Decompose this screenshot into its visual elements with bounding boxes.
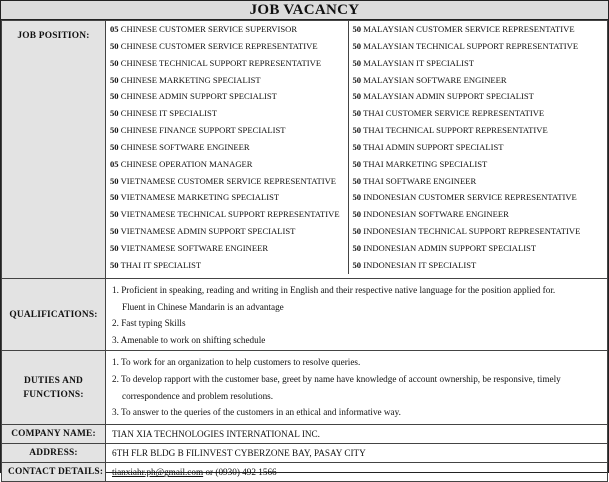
position-title: CHINESE SOFTWARE ENGINEER — [120, 141, 250, 152]
position-count: 05 — [110, 158, 119, 169]
job-position-item-left — [106, 38, 348, 55]
duties-label — [2, 351, 106, 425]
position-count: 50 — [352, 242, 362, 253]
address-value: 6TH FLR BLDG B FILINVEST CYBERZONE BAY, PASAY CITY — [106, 444, 608, 463]
job-position-item-left — [106, 173, 348, 190]
job-position-item-right — [348, 105, 607, 122]
company-name-value: TIAN XIA TECHNOLOGIES INTERNATIONAL INC. — [106, 425, 608, 444]
job-position-row — [106, 206, 607, 223]
position-title: MALAYSIAN SOFTWARE ENGINEER — [363, 74, 507, 85]
job-position-item-left — [106, 72, 348, 89]
job-position-item-left — [106, 189, 348, 206]
duty-item: 3. To answer to the queries of the customers in an ethical and informative way. — [112, 407, 401, 418]
position-title: VIETNAMESE CUSTOMER SERVICE REPRESENTATIVE — [120, 175, 337, 186]
job-position-item-left — [106, 21, 348, 38]
position-title: MALAYSIAN CUSTOMER SERVICE REPRESENTATIVE — [363, 24, 575, 34]
job-position-item-left — [106, 257, 348, 274]
position-title: THAI SOFTWARE ENGINEER — [363, 175, 477, 186]
position-title: CHINESE ADMIN SUPPORT SPECIALIST — [120, 91, 277, 102]
position-count: 50 — [352, 192, 362, 203]
job-position-label: JOB POSITION: — [2, 21, 106, 279]
position-count: 50 — [110, 141, 119, 152]
position-count: 50 — [352, 108, 362, 119]
position-title: THAI TECHNICAL SUPPORT REPRESENTATIVE — [363, 125, 548, 136]
position-title: INDONESIAN ADMIN SUPPORT SPECIALIST — [363, 242, 537, 253]
position-count: 50 — [352, 259, 362, 270]
position-count: 50 — [352, 141, 362, 152]
job-position-item-right — [348, 139, 607, 156]
contact-separator: or — [203, 467, 216, 478]
position-title: CHINESE OPERATION MANAGER — [120, 158, 253, 169]
job-position-item-right — [348, 223, 607, 240]
job-position-cell — [106, 21, 608, 279]
page-title: JOB VACANCY — [1, 1, 608, 20]
duties-label-line: FUNCTIONS: — [23, 389, 84, 400]
position-count: 50 — [110, 209, 119, 220]
job-position-row — [106, 257, 607, 274]
qualification-item: 2. Fast typing Skills — [112, 318, 186, 329]
position-count: 50 — [352, 91, 362, 102]
position-title: THAI ADMIN SUPPORT SPECIALIST — [363, 141, 504, 152]
duty-item: 2. To develop rapport with the customer base, greet by name have knowledge of account ownership, be responsive, timely — [112, 373, 561, 384]
qualification-item: 3. Amenable to work on shifting schedule — [112, 334, 266, 345]
job-position-row — [106, 173, 607, 190]
job-position-item-right — [348, 240, 607, 257]
duty-item: 1. To work for an organization to help customers to resolve queries. — [112, 357, 361, 368]
position-count: 50 — [352, 40, 362, 51]
job-position-item-right — [348, 88, 607, 105]
qualification-item: Fluent in Chinese Mandarin is an advantage — [122, 301, 284, 312]
position-title: CHINESE FINANCE SUPPORT SPECIALIST — [120, 125, 286, 136]
job-position-item-right — [348, 72, 607, 89]
position-count: 50 — [110, 40, 119, 51]
position-title: CHINESE CUSTOMER SERVICE SUPERVISOR — [120, 24, 298, 34]
company-name-label: COMPANY NAME: — [2, 425, 106, 444]
job-position-row — [106, 156, 607, 173]
phone-number: (0930) 492 1566 — [215, 467, 277, 478]
job-position-row — [106, 105, 607, 122]
position-title: MALAYSIAN ADMIN SUPPORT SPECIALIST — [363, 91, 534, 102]
position-count: 50 — [352, 226, 362, 237]
position-count: 50 — [352, 24, 362, 34]
job-position-row — [106, 223, 607, 240]
position-title: INDONESIAN CUSTOMER SERVICE REPRESENTATIVE — [363, 192, 577, 203]
job-position-item-right — [348, 189, 607, 206]
qualification-item: 1. Proficient in speaking, reading and writing in English and their respective native language for the position applied for. — [112, 285, 556, 295]
job-position-item-left — [106, 223, 348, 240]
duty-item: correspondence and problem resolutions. — [122, 390, 274, 401]
contact-details-label: CONTACT DETAILS: — [2, 463, 106, 482]
job-position-item-left — [106, 156, 348, 173]
job-position-row — [106, 122, 607, 139]
duties-label-line: DUTIES AND — [23, 375, 84, 386]
position-count: 50 — [110, 242, 119, 253]
position-count: 50 — [110, 57, 119, 68]
position-count: 50 — [352, 158, 362, 169]
position-count: 50 — [110, 108, 119, 119]
position-title: CHINESE MARKETING SPECIALIST — [120, 74, 261, 85]
qualifications-label: QUALIFICATIONS: — [2, 279, 106, 351]
job-position-item-right — [348, 122, 607, 139]
qualifications-list — [106, 279, 608, 351]
position-title: THAI IT SPECIALIST — [120, 259, 202, 270]
job-position-row — [106, 240, 607, 257]
job-position-item-right — [348, 173, 607, 190]
contact-details-value — [106, 463, 608, 482]
job-position-item-right — [348, 257, 607, 274]
job-position-item-left — [106, 240, 348, 257]
position-count: 50 — [110, 192, 119, 203]
address-label: ADDRESS: — [2, 444, 106, 463]
position-count: 50 — [352, 74, 362, 85]
position-title: VIETNAMESE SOFTWARE ENGINEER — [120, 242, 269, 253]
job-position-row — [106, 88, 607, 105]
position-count: 50 — [352, 57, 362, 68]
position-title: MALAYSIAN IT SPECIALIST — [363, 57, 475, 68]
job-position-row — [106, 189, 607, 206]
job-position-item-left — [106, 88, 348, 105]
job-position-row — [106, 139, 607, 156]
job-position-row — [106, 72, 607, 89]
job-position-item-right — [348, 156, 607, 173]
position-title: VIETNAMESE TECHNICAL SUPPORT REPRESENTATIVE — [120, 209, 340, 220]
duties-list — [106, 351, 608, 425]
position-title: VIETNAMESE ADMIN SUPPORT SPECIALIST — [120, 226, 296, 237]
position-title: CHINESE IT SPECIALIST — [120, 108, 218, 119]
job-position-row — [106, 21, 607, 38]
email-link[interactable]: tianxiahr.ph@gmail.com — [112, 467, 204, 478]
position-title: INDONESIAN TECHNICAL SUPPORT REPRESENTATIVE — [363, 226, 581, 237]
job-position-item-left — [106, 105, 348, 122]
position-count: 50 — [110, 74, 119, 85]
position-count: 50 — [352, 125, 362, 136]
job-position-item-left — [106, 122, 348, 139]
job-position-item-left — [106, 139, 348, 156]
job-position-list — [106, 21, 607, 274]
position-count: 50 — [110, 226, 119, 237]
position-title: VIETNAMESE MARKETING SPECIALIST — [120, 192, 280, 203]
position-title: CHINESE CUSTOMER SERVICE REPRESENTATIVE — [120, 40, 318, 51]
position-title: MALAYSIAN TECHNICAL SUPPORT REPRESENTATIVE — [363, 40, 579, 51]
position-count: 50 — [110, 125, 119, 136]
job-position-item-right — [348, 55, 607, 72]
position-count: 50 — [110, 91, 119, 102]
position-title: INDONESIAN IT SPECIALIST — [363, 259, 477, 270]
job-position-row — [106, 55, 607, 72]
vacancy-table — [1, 20, 608, 482]
position-title: THAI CUSTOMER SERVICE REPRESENTATIVE — [363, 108, 545, 119]
job-position-row — [106, 38, 607, 55]
job-position-item-right — [348, 38, 607, 55]
position-count: 05 — [110, 24, 119, 34]
position-count: 50 — [352, 209, 362, 220]
position-count: 50 — [110, 175, 119, 186]
job-position-item-left — [106, 55, 348, 72]
position-title: CHINESE TECHNICAL SUPPORT REPRESENTATIVE — [120, 57, 322, 68]
position-title: INDONESIAN SOFTWARE ENGINEER — [363, 209, 509, 220]
position-count: 50 — [110, 259, 119, 270]
job-position-item-left — [106, 206, 348, 223]
job-position-item-right — [348, 206, 607, 223]
position-title: THAI MARKETING SPECIALIST — [363, 158, 488, 169]
job-position-item-right — [348, 21, 607, 38]
position-count: 50 — [352, 175, 362, 186]
